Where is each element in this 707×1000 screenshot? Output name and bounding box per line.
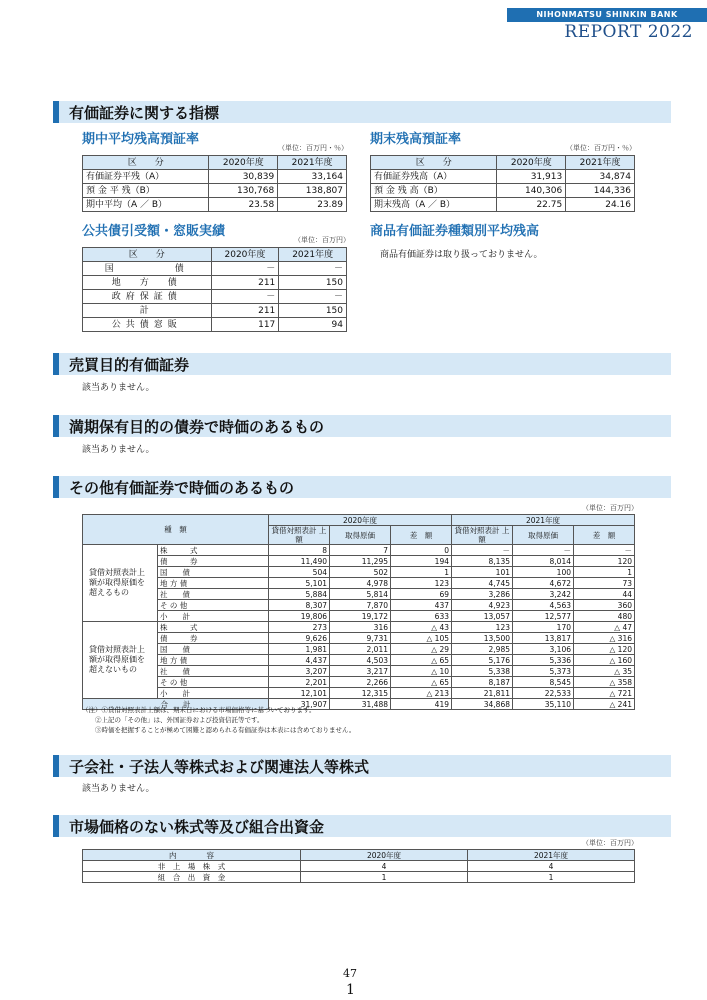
- section-subsidiary-shares: 子会社・子法人等株式および関連法人等株式: [53, 755, 671, 777]
- product-securities-title: 商品有価証券種類別平均残高: [370, 224, 540, 239]
- table-row: 地 方 債 211 150: [83, 276, 347, 290]
- group-label: 貸借対照表計上額が取得原価を超えないもの: [83, 622, 158, 699]
- table-row: 国 債 1,981 2,011 △ 29 2,985 3,106 △ 120: [83, 644, 635, 655]
- avg-ratio-table: 区 分 2020年度 2021年度 有価証券平残（A） 30,839 33,164 預 金 平 残（B） 130,768 138,807 期中平均（A ／ B） 23.58 23.89: [82, 155, 347, 212]
- htm-none-text: 該当ありません。: [82, 445, 155, 455]
- bank-name: NIHONMATSU SHINKIN BANK: [507, 8, 707, 22]
- table-row: 債 券 11,490 11,295 194 8,135 8,014 120: [83, 556, 635, 567]
- table-row: 有価証券残高（A） 31,913 34,874: [371, 170, 635, 184]
- table-row: 期中平均（A ／ B） 23.58 23.89: [83, 198, 347, 212]
- table-row: 小 計 12,101 12,315 △ 213 21,811 22,533 △ 721: [83, 688, 635, 699]
- product-securities-text: 商品有価証券は取り扱っておりません。: [380, 250, 543, 260]
- other-securities-unit: （単位：百万円）: [582, 504, 638, 512]
- table-row: 国 債 504 502 1 101 100 1: [83, 567, 635, 578]
- table-row: 公共債窓販 117 94: [83, 318, 347, 332]
- table-row: 地 方 債 4,437 4,503 △ 65 5,176 5,336 △ 160: [83, 655, 635, 666]
- other-securities-notes: （注）①貸借対照表計上額は、期末日における市場価格等に基づいております。 ②上記の「その他」は、外国証券および投資信託等です。 ③時価を把握することが極めて困難と認められる有価証券は本表には含めておりません。: [82, 706, 356, 734]
- non-market-table: 内 容 2020年度 2021年度 非 上 場 株 式 4 4 組 合 出 資 金 1 1: [82, 849, 635, 883]
- group-label: 貸借対照表計上額が取得原価を超えるもの: [83, 545, 158, 622]
- end-ratio-table: 区 分 2020年度 2021年度 有価証券残高（A） 31,913 34,874 預 金 残 高（B） 140,306 144,336 期末残高（A ／ B） 22.75 24.16: [370, 155, 635, 212]
- non-market-unit: （単位：百万円）: [582, 839, 638, 847]
- section-trading-securities: 売買目的有価証券: [53, 353, 671, 375]
- table-row: 国 債 － －: [83, 262, 347, 276]
- section-held-to-maturity: 満期保有目的の債券で時価のあるもの: [53, 415, 671, 437]
- other-securities-table: 種 類 2020年度 2021年度 貸借対照表計 上 額 取得原価 差 額 貸借対照表計 上 額 取得原価 差 額 貸借対照表計上額が取得原価を超えるもの 株 式 8 7 0 － － － 債 券 11,490 11,295 194 8,135 8,014 120 国 債 504 502 1 101 100 1 地 方 債 5,101 4,978 123 4,745 4,672 73 社 債 5,884 5,814 69 3,286 3,242 44 そ の 他 8,307 7,870 437 4,923 4,563 360 小 計 19,806 19,172 633 13,057 12,577 480 貸借対照表計上額が取得原価を超えないもの 株 式 273 316 △ 43 123 170 △ 47 債 券 9,626 9,731 △ 105 13,500 13,817 △ 316 国 債 1,981 2,011 △ 29 2,985 3,106 △ 120 地 方 債 4,437 4,503 △ 65 5,176 5,336 △ 160 社 債 3,207 3,217 △ 10 5,338 5,373 △ 35 そ の 他 2,201 2,266 △ 65 8,187 8,545 △ 358 小 計 12,101 12,315 △ 213 21,811 22,533 △ 721 合 計 31,907 31,488 419 34,868 35,110 △ 241: [82, 514, 635, 710]
- page-number: 47: [343, 967, 357, 980]
- end-ratio-unit: （単位：百万円・％）: [566, 144, 636, 152]
- public-bond-unit: （単位：百万円）: [294, 236, 350, 244]
- page-sub-number: 1: [346, 982, 355, 998]
- subsidiary-none-text: 該当ありません。: [82, 784, 155, 794]
- avg-ratio-unit: （単位：百万円・％）: [278, 144, 348, 152]
- table-row: 期末残高（A ／ B） 22.75 24.16: [371, 198, 635, 212]
- public-bond-table: 区 分 2020年度 2021年度 国 債 － － 地 方 債 211 150 政府保証債 － － 計 211 150 公共債窓販 117 94: [82, 247, 347, 332]
- end-ratio-title: 期末残高預証率: [370, 132, 462, 147]
- section-non-market-shares: 市場価格のない株式等及び組合出資金: [53, 815, 671, 837]
- table-row: 貸借対照表計上額が取得原価を超えるもの 株 式 8 7 0 － － －: [83, 545, 635, 556]
- report-header: [485, 0, 707, 44]
- table-row-total: 合 計 31,907 31,488 419 34,868 35,110 △ 241: [83, 699, 635, 710]
- table-row: 預 金 平 残（B） 130,768 138,807: [83, 184, 347, 198]
- avg-ratio-title: 期中平均残高預証率: [82, 132, 200, 147]
- table-row: そ の 他 8,307 7,870 437 4,923 4,563 360: [83, 600, 635, 611]
- table-row: 有価証券平残（A） 30,839 33,164: [83, 170, 347, 184]
- table-row: 貸借対照表計上額が取得原価を超えないもの 株 式 273 316 △ 43 123 170 △ 47: [83, 622, 635, 633]
- section-other-securities: その他有価証券で時価のあるもの: [53, 476, 671, 498]
- table-row: 地 方 債 5,101 4,978 123 4,745 4,672 73: [83, 578, 635, 589]
- table-row: 社 債 5,884 5,814 69 3,286 3,242 44: [83, 589, 635, 600]
- trading-none-text: 該当ありません。: [82, 383, 155, 393]
- public-bond-title: 公共債引受額・窓販実績: [82, 224, 226, 239]
- table-row: 政府保証債 － －: [83, 290, 347, 304]
- table-row: 小 計 19,806 19,172 633 13,057 12,577 480: [83, 611, 635, 622]
- section-securities-indicators: 有価証券に関する指標: [53, 101, 671, 123]
- table-row: 債 券 9,626 9,731 △ 105 13,500 13,817 △ 316: [83, 633, 635, 644]
- table-row: 組 合 出 資 金 1 1: [83, 872, 635, 883]
- table-row: そ の 他 2,201 2,266 △ 65 8,187 8,545 △ 358: [83, 677, 635, 688]
- table-row: 預 金 残 高（B） 140,306 144,336: [371, 184, 635, 198]
- table-row: 社 債 3,207 3,217 △ 10 5,338 5,373 △ 35: [83, 666, 635, 677]
- report-title: REPORT 2022: [564, 22, 693, 42]
- table-row: 計 211 150: [83, 304, 347, 318]
- table-row: 非 上 場 株 式 4 4: [83, 861, 635, 872]
